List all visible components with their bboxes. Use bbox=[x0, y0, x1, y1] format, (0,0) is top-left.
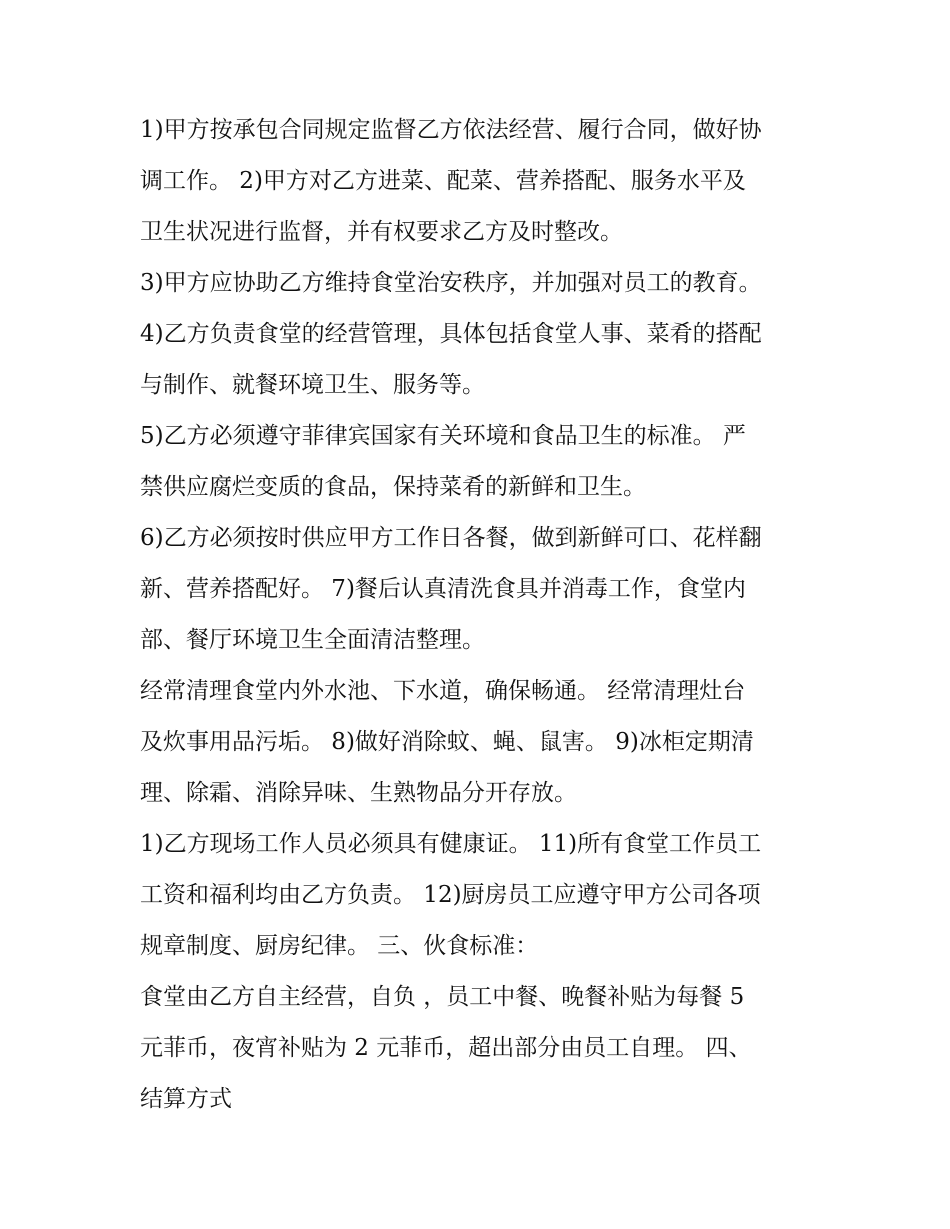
text-line: 元菲币，夜宵补贴为 2 元菲币，超出部分由员工自理。 四、 bbox=[140, 1035, 752, 1061]
text-line: 1)乙方现场工作人员必须具有健康证。 11)所有食堂工作员工 bbox=[140, 831, 762, 857]
text-line: 食堂由乙方自主经营，自负 ，员工中餐、晚餐补贴为每餐 5 bbox=[140, 984, 745, 1010]
text-line: 6)乙方必须按时供应甲方工作日各餐，做到新鲜可口、花样翻 bbox=[140, 525, 762, 551]
text-line: 5)乙方必须遵守菲律宾国家有关环境和食品卫生的标准。 严 bbox=[140, 423, 746, 449]
text-line: 规章制度、厨房纪律。 三、伙食标准： bbox=[140, 933, 539, 959]
text-line: 调工作。 2)甲方对乙方进菜、配菜、营养搭配、服务水平及 bbox=[140, 168, 746, 194]
text-line: 部、餐厅环境卫生全面清洁整理。 bbox=[140, 627, 485, 653]
text-line: 4)乙方负责食堂的经营管理，具体包括食堂人事、菜肴的搭配 bbox=[140, 321, 762, 347]
text-line: 卫生状况进行监督，并有权要求乙方及时整改。 bbox=[140, 219, 623, 245]
text-line: 与制作、就餐环境卫生、服务等。 bbox=[140, 372, 485, 398]
text-line: 工资和福利均由乙方负责。 12)厨房员工应遵守甲方公司各项 bbox=[140, 882, 761, 908]
text-line: 禁供应腐烂变质的食品，保持菜肴的新鲜和卫生。 bbox=[140, 474, 646, 500]
text-line: 1)甲方按承包合同规定监督乙方依法经营、履行合同，做好协 bbox=[140, 117, 762, 143]
text-line: 新、营养搭配好。 7)餐后认真清洗食具并消毒工作，食堂内 bbox=[140, 576, 746, 602]
text-line: 结算方式 bbox=[140, 1086, 232, 1112]
text-line: 经常清理食堂内外水池、下水道，确保畅通。 经常清理灶台 bbox=[140, 678, 746, 704]
text-line: 及炊事用品污垢。 8)做好消除蚊、蝇、鼠害。 9)冰柜定期清 bbox=[140, 729, 754, 755]
document-body bbox=[140, 105, 820, 1125]
text-line: 理、除霜、消除异味、生熟物品分开存放。 bbox=[140, 780, 577, 806]
text-line: 3)甲方应协助乙方维持食堂治安秩序，并加强对员工的教育。 bbox=[140, 270, 762, 296]
